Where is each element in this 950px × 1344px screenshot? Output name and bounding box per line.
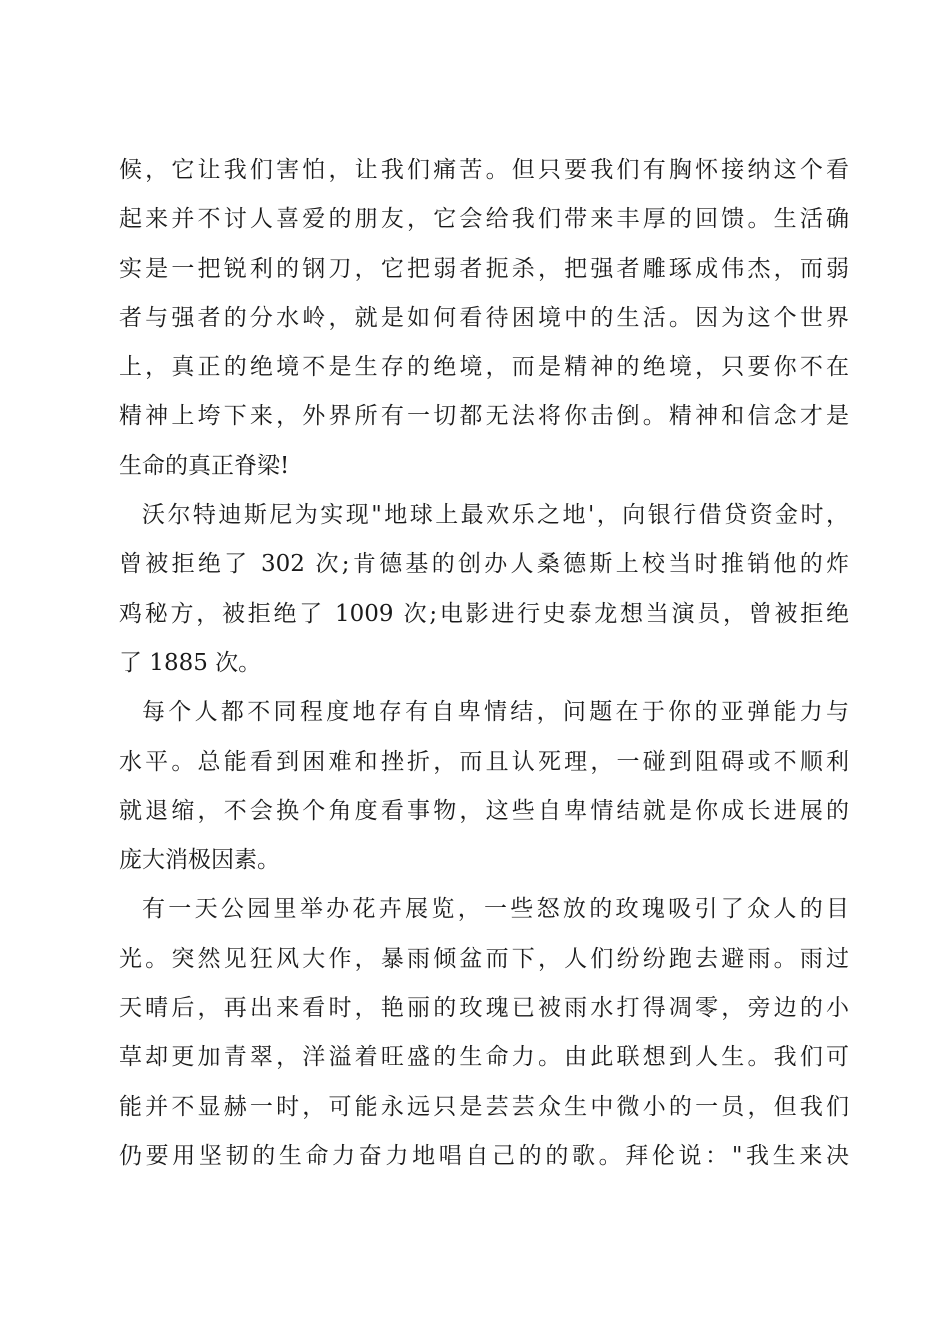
body-text — [119, 146, 849, 1181]
text-line: 曾被拒绝了 302 次;肯德基的创办人桑德斯上校当时推销他的炸 — [119, 551, 849, 578]
text-line: 起来并不讨人喜爱的朋友，它会给我们带来丰厚的回馈。生活确 — [119, 206, 849, 233]
text-line: 庞大消极因素。 — [119, 847, 280, 874]
text-line: 仍要用坚韧的生命力奋力地唱自己的的歌。拜伦说："我生来决 — [119, 1142, 849, 1169]
text-line: 生命的真正脊梁! — [119, 452, 290, 479]
text-line: 候，它让我们害怕，让我们痛苦。但只要我们有胸怀接纳这个看 — [119, 157, 849, 183]
text-line: 者与强者的分水岭，就是如何看待困境中的生活。因为这个世界 — [119, 304, 849, 331]
text-line: 能并不显赫一时，可能永远只是芸芸众生中微小的一员，但我们 — [119, 1093, 849, 1120]
text-line: 光。突然见狂风大作，暴雨倾盆而下，人们纷纷跑去避雨。雨过 — [119, 945, 849, 972]
text-line: 沃尔特迪斯尼为实现"地球上最欢乐之地'，向银行借贷资金时， — [142, 502, 849, 529]
text-line: 水平。总能看到困难和挫折，而且认死理，一碰到阻碍或不顺利 — [119, 748, 849, 775]
text-line: 有一天公园里举办花卉展览，一些怒放的玫瑰吸引了众人的目 — [142, 896, 849, 923]
text-line: 天晴后，再出来看时，艳丽的玫瑰已被雨水打得凋零，旁边的小 — [119, 995, 849, 1022]
text-line: 精神上垮下来，外界所有一切都无法将你击倒。精神和信念才是 — [119, 403, 849, 430]
text-line: 就退缩，不会换个角度看事物，这些自卑情结就是你成长进展的 — [119, 797, 849, 824]
text-line: 了 1885 次。 — [119, 649, 262, 676]
text-line: 每个人都不同程度地存有自卑情结，问题在于你的亚弹能力与 — [142, 699, 849, 726]
text-line: 草却更加青翠，洋溢着旺盛的生命力。由此联想到人生。我们可 — [119, 1044, 849, 1071]
text-line: 实是一把锐利的钢刀，它把弱者扼杀，把强者雕琢成伟杰，而弱 — [119, 255, 849, 282]
text-line: 鸡秘方，被拒绝了 1009 次;电影进行史泰龙想当演员，曾被拒绝 — [119, 600, 849, 627]
text-line: 上，真正的绝境不是生存的绝境，而是精神的绝境，只要你不在 — [119, 354, 849, 381]
